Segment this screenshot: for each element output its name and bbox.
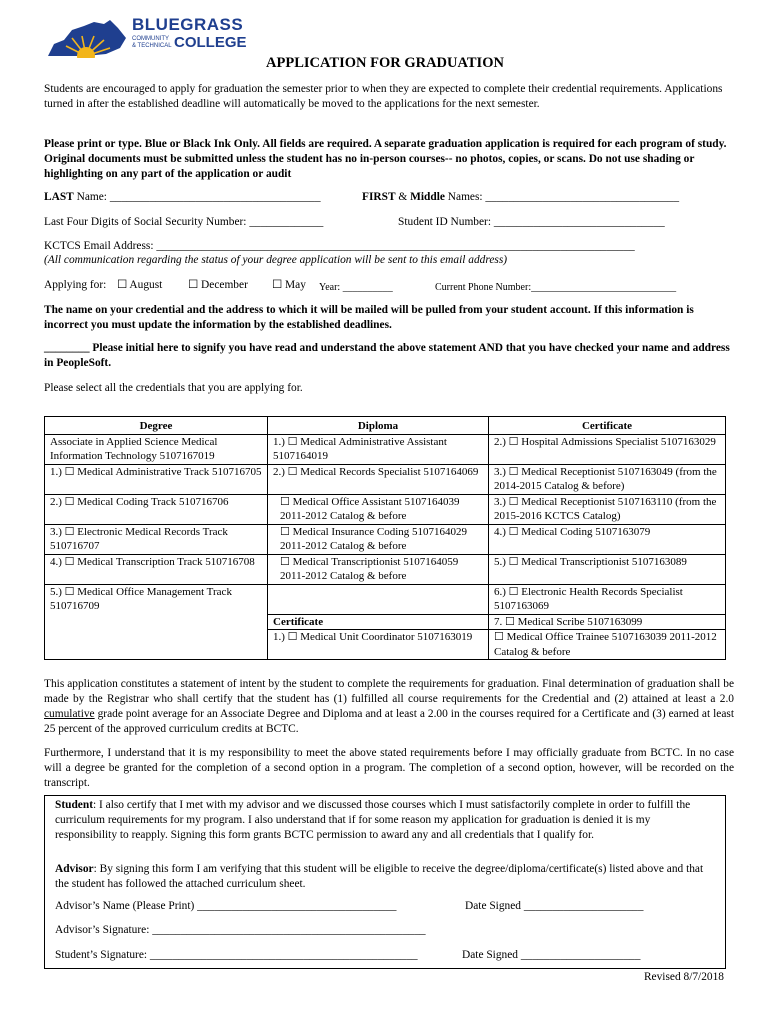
degree-track-item[interactable]: 3.) ☐ Electronic Medical Records Track 510716707 <box>50 525 228 552</box>
advisor-certification-text: : By signing this form I am verifying that this student will be eligible to receive the degree/diploma/certificate(s) listed above and that the student has followed the attached curriculum sheet. <box>55 863 704 890</box>
student-label: Student <box>55 799 93 811</box>
year-field[interactable]: Year: __________ <box>319 282 393 293</box>
middle-label: Middle <box>410 191 445 203</box>
last-name-field[interactable] <box>44 190 321 205</box>
student-certification-text: : I also certify that I met with my advisor and we discussed those courses which I must satisfactorily complete in order to fulfill the curriculum requirements for my program. I also understand that if for some reason my application for graduation is denied it is my responsibility to reapply. Signing this form grants BCTC permission to award any and all credentials that I qualify for. <box>55 799 691 841</box>
certificate-item[interactable]: ☐ Medical Office Trainee 5107163039 2011-2012 Catalog & before <box>494 631 717 658</box>
select-prompt: Please select all the credentials that you are applying for. <box>44 382 303 394</box>
credential-notice: The name on your credential and the address to which it will be mailed will be pulled from your student account. If this information is incorrect you must update the information by the established deadlines. <box>44 304 694 331</box>
college-logo <box>46 16 256 58</box>
advisor-signature-field[interactable]: Advisor’s Signature: ________________________________________________ <box>55 924 426 936</box>
signature-box <box>44 795 726 969</box>
diploma-certificate-item[interactable]: 1.) ☐ Medical Unit Coordinator 5107163019 <box>273 631 473 643</box>
student-id-field[interactable]: Student ID Number: ______________________________ <box>398 216 665 228</box>
intro-paragraph: Students are encouraged to apply for graduation the semester prior to when they are expected to complete their credential requirements. Applications turned in after the established deadline will automatically be moved to the applications for the next semester. <box>44 83 723 110</box>
furthermore-paragraph: Furthermore, I understand that it is my responsibility to meet the above stated requirements before I may officially graduate from BCTC. In no case will a degree be granted for the completion of a second option in a program. The completion of a second option, however, will be recorded on the transcript. <box>44 747 734 789</box>
email-field[interactable]: KCTCS Email Address: ____________________________________________________________________________________ <box>44 240 635 252</box>
header-diploma: Diploma <box>268 417 489 435</box>
certificate-item[interactable]: 7. ☐ Medical Scribe 5107163099 <box>494 615 643 628</box>
certificate-item[interactable]: 2.) ☐ Hospital Admissions Specialist 5107163029 <box>494 435 716 448</box>
degree-track-item[interactable]: 5.) ☐ Medical Office Management Track 510716709 <box>50 585 232 612</box>
intent-text-a: This application constitutes a statement of intent by the student to complete the requirements for graduation. Final determination of graduation shall be made by the Registrar who shall certify that the student has (1) fulfilled all course requirements for the Credential and (2) attained at least a 2.0 <box>44 678 734 705</box>
header-certificate: Certificate <box>489 417 726 435</box>
diploma-item[interactable]: ☐ Medical Transcriptionist 5107164059 2011-2012 Catalog & before <box>280 555 459 582</box>
student-signature-field[interactable]: Student’s Signature: _______________________________________________ <box>55 949 418 961</box>
logo-community: COMMUNITY <box>132 36 169 42</box>
diploma-item[interactable]: 2.) ☐ Medical Records Specialist 5107164069 <box>273 465 479 478</box>
diploma-item[interactable]: ☐ Medical Insurance Coding 5107164029 2011-2012 Catalog & before <box>280 525 468 552</box>
certificate-item[interactable]: 3.) ☐ Medical Receptionist 5107163110 (from the 2015-2016 KCTCS Catalog) <box>494 495 717 522</box>
certificate-item[interactable]: 3.) ☐ Medical Receptionist 5107163049 (from the 2014-2015 Catalog & before) <box>494 465 717 492</box>
first-name-line: Names: __________________________________ <box>444 191 680 203</box>
certificate-item[interactable]: 6.) ☐ Electronic Health Records Specialist 5107163069 <box>494 585 683 612</box>
last-name-line: Name: _____________________________________ <box>73 191 321 203</box>
applying-for-label: Applying for: <box>44 279 107 291</box>
diploma-certificate-header: Certificate <box>268 614 489 630</box>
revised-date: Revised 8/7/2018 <box>643 971 724 983</box>
degree-aas-title: Associate in Applied Science Medical Information Technology 5107167019 <box>50 435 218 462</box>
table-header-row <box>45 417 726 435</box>
december-checkbox[interactable]: ☐ December <box>188 279 248 291</box>
may-checkbox[interactable]: ☐ May <box>272 279 306 291</box>
advisor-date-field[interactable]: Date Signed _____________________ <box>465 900 644 912</box>
credentials-table <box>44 416 726 660</box>
advisor-name-field[interactable]: Advisor’s Name (Please Print) ___________________________________ <box>55 900 397 912</box>
logo-college: COLLEGE <box>174 34 247 51</box>
logo-technical: & TECHNICAL <box>132 43 172 49</box>
amp-label: & <box>395 191 411 203</box>
advisor-certification <box>55 862 707 892</box>
student-certification <box>55 798 707 843</box>
intent-paragraph <box>44 677 734 737</box>
page-title: APPLICATION FOR GRADUATION <box>266 55 504 71</box>
intent-text-b: grade point average for an Associate Degree and Diploma and at least a 2.00 in the courses required for a Certificate and (3) earned at least 25 percent of the approved curriculum credits at BCTC. <box>44 708 734 735</box>
initial-statement[interactable]: ________ Please initial here to signify you have read and understand the above statement AND that you have checked your name and address in PeopleSoft. <box>44 342 730 369</box>
student-date-field[interactable]: Date Signed _____________________ <box>462 949 641 961</box>
degree-track-item[interactable]: 4.) ☐ Medical Transcription Track 510716708 <box>50 555 255 568</box>
instructions-paragraph: Please print or type. Blue or Black Ink Only. All fields are required. A separate graduation application is required for each program of study. Original documents must be submitted unless the student has no in-person courses-- no photos, copies, or scans. Do not use shading or highlighting on any part of the application or audit <box>44 138 727 180</box>
certificate-item[interactable]: 5.) ☐ Medical Transcriptionist 5107163089 <box>494 555 687 568</box>
first-middle-name-field[interactable] <box>362 190 679 205</box>
diploma-item[interactable]: ☐ Medical Office Assistant 5107164039 2011-2012 Catalog & before <box>280 495 460 522</box>
degree-track-item[interactable]: 1.) ☐ Medical Administrative Track 510716705 <box>50 465 262 478</box>
degree-track-item[interactable]: 2.) ☐ Medical Coding Track 510716706 <box>50 495 229 508</box>
august-checkbox[interactable]: ☐ August <box>117 279 163 291</box>
last-label: LAST <box>44 191 74 203</box>
phone-field[interactable]: Current Phone Number:_____________________________ <box>435 282 677 293</box>
email-note: (All communication regarding the status of your degree application will be sent to this email address) <box>44 254 508 266</box>
diploma-item[interactable]: 1.) ☐ Medical Administrative Assistant 5107164019 <box>273 435 447 462</box>
advisor-label: Advisor <box>55 863 94 875</box>
logo-wordmark: BLUEGRASS <box>132 15 244 34</box>
header-degree: Degree <box>45 417 268 435</box>
certificate-item[interactable]: 4.) ☐ Medical Coding 5107163079 <box>494 525 651 538</box>
first-label: FIRST <box>362 191 396 203</box>
ssn-field[interactable]: Last Four Digits of Social Security Number: _____________ <box>44 216 324 228</box>
intent-underline: cumulative <box>44 708 95 720</box>
